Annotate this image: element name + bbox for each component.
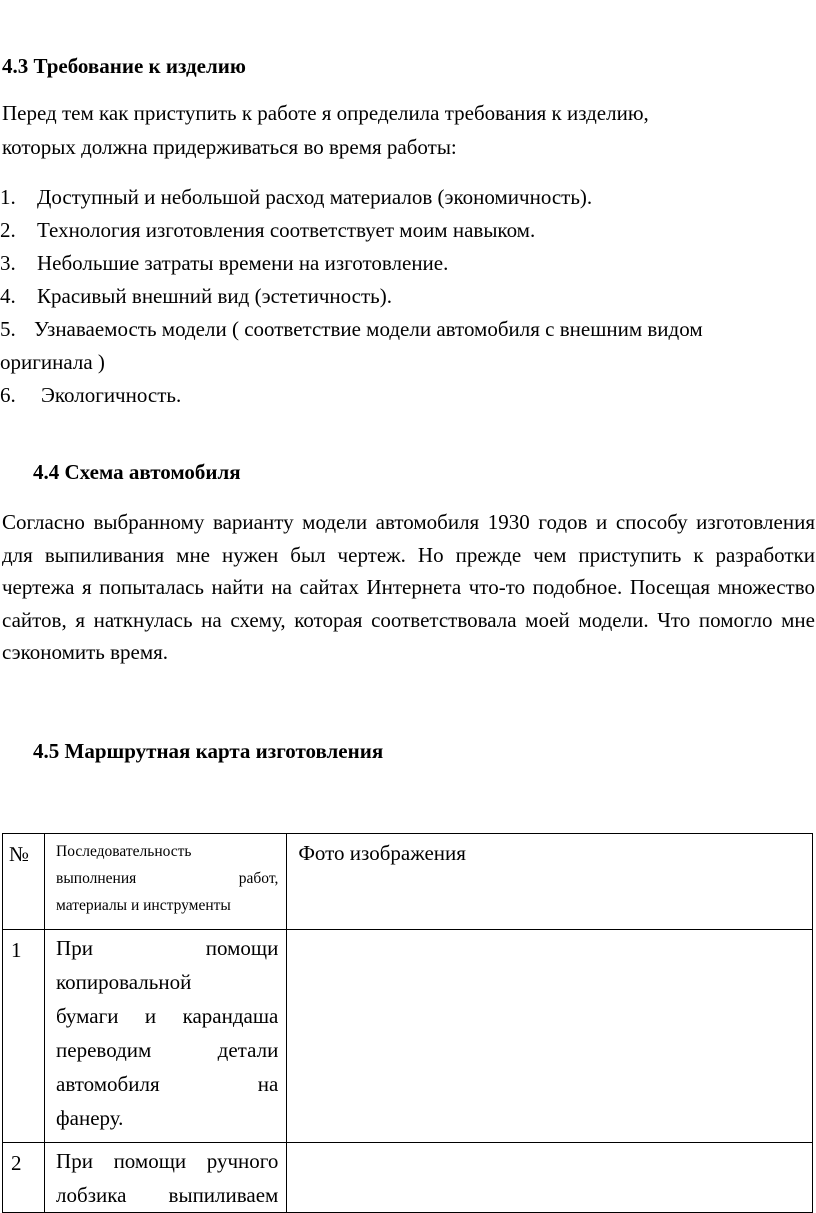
heading-4-4: 4.4 Схема автомобиля	[33, 460, 241, 484]
row-description: При помощи копировальной бумаги и карандаша переводим детали автомобиля на фанеру.	[45, 930, 287, 1143]
scheme-paragraph: Согласно выбранному варианту модели автомобиля 1930 годов и способу изготовления для выпиливания мне нужен был чертеж. Но прежде чем приступить к разработки чертежа я попыталась найти на сайтах Интернета что-то подобное. Посещая множество сайтов, я наткнулась на схему, которая соответствовала моей модели. Что помогло мне сэкономить время.	[2, 510, 815, 665]
table-row	[3, 930, 813, 1143]
header-photo: Фото изображения	[287, 834, 813, 930]
route-card-table	[2, 833, 813, 1213]
heading-4-3: 4.3 Требование к изделию	[2, 54, 246, 78]
list-item: 4. Красивый внешний вид (эстетичность).	[0, 284, 392, 308]
row-photo	[287, 930, 813, 1143]
header-sequence: Последовательность выполнения работ, материалы и инструменты	[45, 834, 287, 930]
row-number: 1	[3, 930, 45, 1143]
list-item: 3. Небольшие затраты времени на изготовление.	[0, 251, 449, 275]
list-item: 1. Доступный и небольшой расход материалов (экономичность).	[0, 185, 593, 209]
intro-line-1: Перед тем как приступить к работе я определила требования к изделию,	[2, 101, 649, 125]
requirements-list	[0, 181, 816, 412]
header-number: №	[3, 834, 45, 930]
row-number: 2	[3, 1143, 45, 1213]
intro-line-2: которых должна придерживаться во время работы:	[2, 135, 457, 159]
row-description: При помощи ручного лобзика выпиливаем	[45, 1143, 287, 1213]
table-header-row	[3, 834, 813, 930]
list-item: 5. Узнаваемость модели ( соответствие модели автомобиля с внешним видом оригинала )	[0, 317, 703, 374]
table-row	[3, 1143, 813, 1213]
heading-4-5: 4.5 Маршрутная карта изготовления	[33, 739, 384, 763]
list-item: 2. Технология изготовления соответствует моим навыком.	[0, 218, 536, 242]
row-photo	[287, 1143, 813, 1213]
list-item: 6. Экологичность.	[0, 383, 182, 407]
